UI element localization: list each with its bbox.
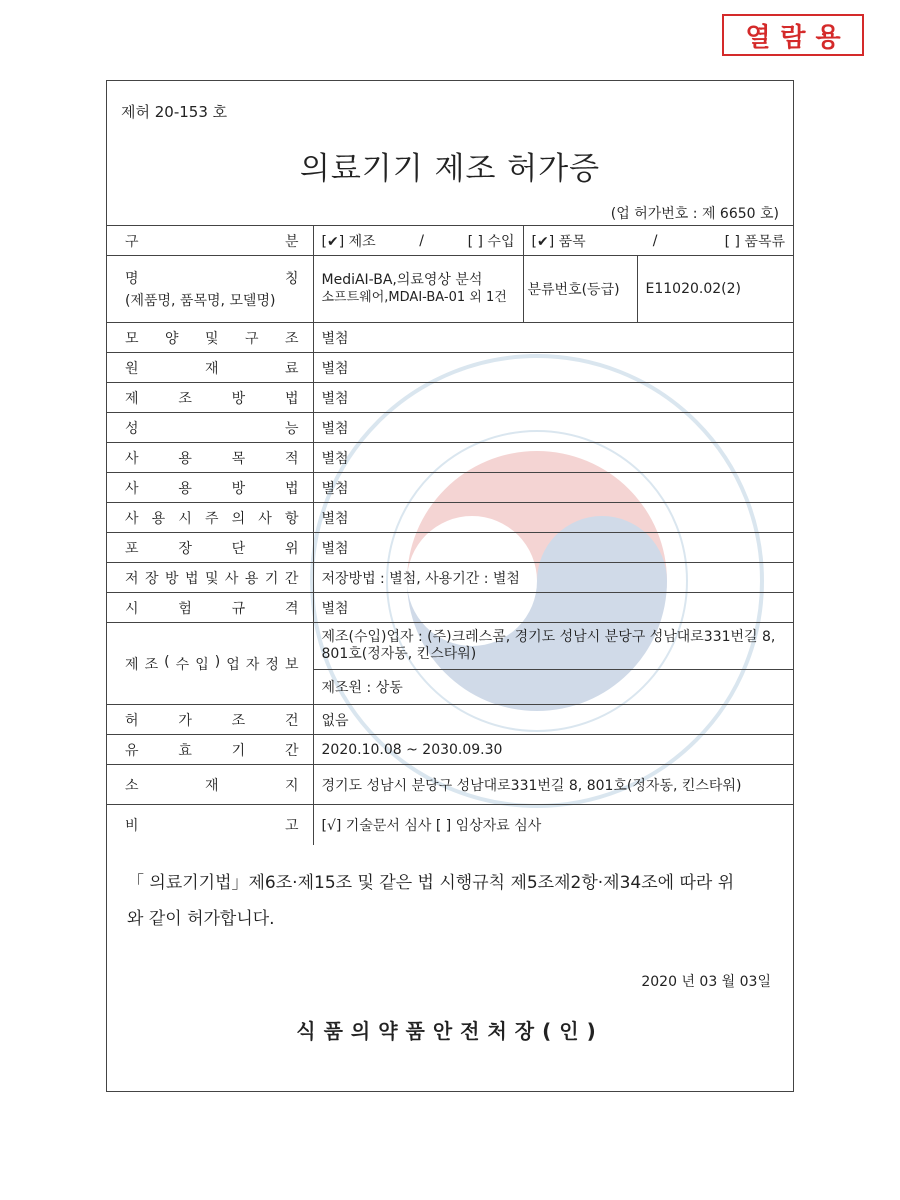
field-value: 없음	[313, 705, 793, 735]
field-row	[107, 765, 793, 805]
field-row	[107, 805, 793, 845]
manufacturing-origin: 제조원 : 상동	[314, 669, 794, 704]
division-row	[107, 226, 793, 256]
field-value: [√] 기술문서 심사 [ ] 임상자료 심사	[313, 805, 793, 845]
field-label: 저 장 방 법 및 사 용 기 간	[107, 563, 313, 593]
field-value: 경기도 성남시 분당구 성남대로331번길 8, 801호(정자동, 킨스타워)	[313, 765, 793, 805]
field-label: 사 용 시 주 의 사 항	[107, 503, 313, 533]
field-label: 성 능	[107, 413, 313, 443]
field-value: 별첨	[313, 473, 793, 503]
field-value: 2020.10.08 ~ 2030.09.30	[313, 735, 793, 765]
name-row	[107, 256, 793, 323]
item-class-checkbox: [ ] 품목류	[724, 233, 785, 250]
field-row	[107, 323, 793, 353]
field-row	[107, 443, 793, 473]
field-value: 별첨	[313, 533, 793, 563]
manufacturer-address-line1: 제조(수입)업자 : (주)크레스콤, 경기도 성남시 분당구 성남대로331번길 8,	[321, 629, 776, 645]
field-row	[107, 563, 793, 593]
field-label: 포 장 단 위	[107, 533, 313, 563]
field-label: 원 재 료	[107, 353, 313, 383]
issue-date: 2020 년 03 월 03일	[641, 974, 771, 990]
field-row	[107, 503, 793, 533]
manufacturer-address-line2: 801호(정자동, 킨스타워)	[321, 646, 477, 662]
document-number: 제허 20-153 호	[121, 103, 228, 121]
field-row	[107, 353, 793, 383]
field-row	[107, 383, 793, 413]
field-row	[107, 473, 793, 503]
field-label: 사 용 목 적	[107, 443, 313, 473]
field-value: 별첨	[313, 383, 793, 413]
approval-statement: 「 의료기기법」제6조·제15조 및 같은 법 시행규칙 제5조제2항·제34조에 따라 위 와 같이 허가합니다.	[127, 873, 735, 929]
issuer-signature: 식품의약품안전처장(인)	[296, 1019, 604, 1043]
field-value: 별첨	[313, 323, 793, 353]
field-label: 사 용 방 법	[107, 473, 313, 503]
field-label: 소 재 지	[107, 765, 313, 805]
manufacturer-row	[107, 623, 793, 705]
field-label: 제 조 방 법	[107, 383, 313, 413]
business-permit-number: (업 허가번호 : 제 6650 호)	[610, 206, 779, 222]
inspection-stamp: 열람용	[722, 14, 864, 56]
field-label: 비 고	[107, 805, 313, 845]
field-value: 별첨	[313, 443, 793, 473]
item-class-cell: [✔] 품목 / [ ] 품목류	[523, 226, 793, 256]
certificate-table	[107, 225, 793, 845]
certificate-frame	[106, 80, 794, 1092]
field-value: 별첨	[313, 413, 793, 443]
field-label: 모 양 및 구 조	[107, 323, 313, 353]
certificate-title: 의료기기 제조 허가증	[299, 151, 601, 187]
manufacture-checkbox: [✔] 제조	[321, 233, 376, 250]
import-checkbox: [ ] 수입	[467, 233, 515, 250]
field-value: 별첨	[313, 593, 793, 623]
field-row	[107, 413, 793, 443]
division-label: 구 분	[107, 226, 313, 256]
manufacturer-info	[313, 623, 793, 705]
field-value: 별첨	[313, 503, 793, 533]
product-name: MediAI-BA,의료영상 분석 소프트웨어,MDAI-BA-01 외 1건	[313, 256, 523, 323]
field-label: 유 효 기 간	[107, 735, 313, 765]
field-row	[107, 533, 793, 563]
field-row	[107, 735, 793, 765]
field-label: 시 험 규 격	[107, 593, 313, 623]
field-value: 저장방법 : 별첨, 사용기간 : 별첨	[313, 563, 793, 593]
item-checkbox: [✔] 품목	[531, 233, 586, 250]
field-row	[107, 593, 793, 623]
manufacture-import-cell: [✔] 제조 / [ ] 수입	[313, 226, 523, 256]
field-label: 허 가 조 건	[107, 705, 313, 735]
field-row	[107, 705, 793, 735]
classification-value: E11020.02(2)	[637, 256, 793, 323]
name-label: 명 칭 (제품명, 품목명, 모델명)	[107, 256, 313, 323]
manufacturer-label: 제 조 ( 수 입 ) 업 자 정 보	[107, 623, 313, 705]
classification-label: 분류번호(등급)	[523, 256, 637, 323]
field-value: 별첨	[313, 353, 793, 383]
